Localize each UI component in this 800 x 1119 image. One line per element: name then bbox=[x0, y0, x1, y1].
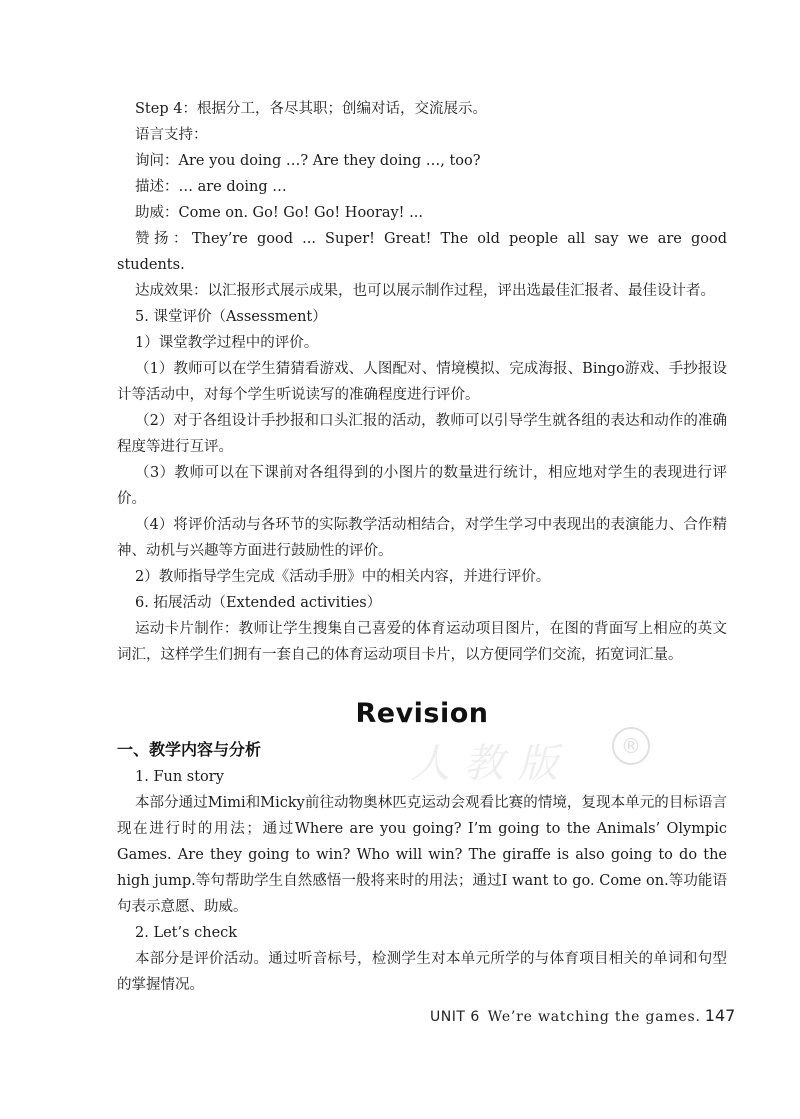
publisher-watermark: 人教版 bbox=[410, 741, 572, 787]
assessment-item-1-2: （2）对于各组设计手抄报和口头汇报的活动，教师可以引导学生就各组的表达和动作的准确程度等进行互评。 bbox=[117, 413, 727, 455]
page-body bbox=[117, 96, 727, 998]
extended-activities-heading: 6. 拓展活动（Extended activities） bbox=[135, 595, 382, 611]
lets-check-text: 本部分是评价活动。通过听音标号，检测学生对本单元所学的与体育项目相关的单词和句型的掌握情况。 bbox=[117, 951, 727, 993]
praise-line: 赞扬：They’re good ... Super! Great! The old people all say we are good students. bbox=[117, 231, 727, 273]
language-support-label: 语言支持： bbox=[135, 127, 208, 143]
registered-mark-icon: ® bbox=[612, 727, 650, 765]
assessment-item-1-4: （4）将评价活动与各环节的实际教学活动相结合，对学生学习中表现出的表演能力、合作精神、动机与兴趣等方面进行鼓励性的评价。 bbox=[117, 517, 727, 559]
assessment-item-1-3: （3）教师可以在下课前对各组得到的小图片的数量进行统计，相应地对学生的表现进行评价。 bbox=[117, 465, 727, 507]
describe-line: 描述：… are doing … bbox=[135, 179, 287, 195]
footer-unit: UNIT 6 bbox=[430, 1009, 480, 1025]
cheer-line: 助威：Come on. Go! Go! Go! Hooray! ... bbox=[135, 205, 423, 221]
page-number: 147 bbox=[704, 1006, 736, 1025]
section-heading: 一、教学内容与分析 bbox=[117, 740, 262, 759]
assessment-heading: 5. 课堂评价（Assessment） bbox=[135, 309, 327, 325]
footer-unit-title: We’re watching the games. bbox=[487, 1009, 701, 1025]
step4-line: Step 4：根据分工，各尽其职；创编对话，交流展示。 bbox=[135, 101, 487, 117]
assessment-item-2: 2）教师指导学生完成《活动手册》中的相关内容，并进行评价。 bbox=[135, 569, 551, 585]
lets-check-heading: 2. Let’s check bbox=[135, 925, 238, 941]
extended-activities-text: 运动卡片制作：教师让学生搜集自己喜爱的体育运动项目图片，在图的背面写上相应的英文词汇，这样学生们拥有一套自己的体育运动项目卡片，以方便同学们交流，拓宽词汇量。 bbox=[117, 621, 727, 663]
page-footer bbox=[430, 1006, 736, 1027]
assessment-item-1: 1）课堂教学过程中的评价。 bbox=[135, 335, 319, 351]
fun-story-heading: 1. Fun story bbox=[135, 769, 224, 785]
ask-line: 询问：Are you doing …? Are they doing …, too? bbox=[135, 153, 481, 169]
revision-title: Revision bbox=[355, 698, 489, 729]
fun-story-text: 本部分通过Mimi和Micky前往动物奥林匹克运动会观看比赛的情境，复现本单元的目标语言现在进行时的用法；通过Where are you going? I’m going to the Animals’ Olympic Games. Are they going to win? Who will win? The giraffe is also going to do the high jump.等句帮助学生自然感悟一般将来时的用法；通过I want to go. Come on.等功能语句表示意愿、助威。 bbox=[117, 795, 727, 915]
assessment-item-1-1: （1）教师可以在学生猜猜看游戏、人图配对、情境模拟、完成海报、Bingo游戏、手抄报设计等活动中，对每个学生听说读写的准确程度进行评价。 bbox=[117, 361, 727, 403]
result-paragraph: 达成效果：以汇报形式展示成果，也可以展示制作过程，评出选最佳汇报者、最佳设计者。 bbox=[135, 283, 715, 299]
